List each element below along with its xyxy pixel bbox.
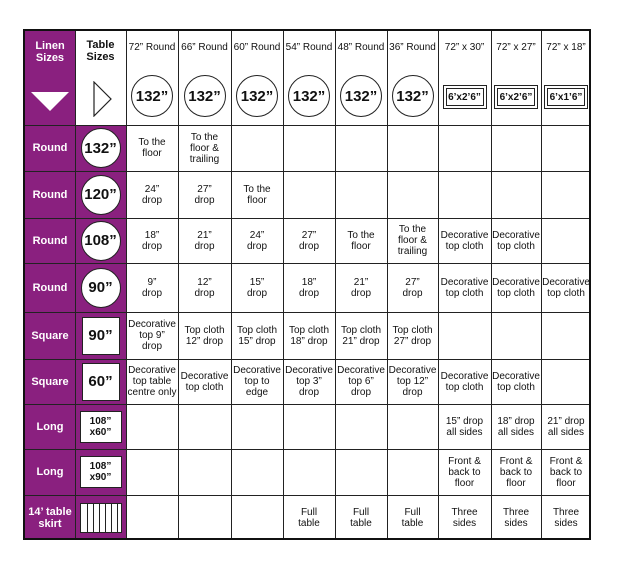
table-cell: To the floor & trailing [189,131,220,165]
table-cell: 24” drop [246,229,267,252]
table-cell: Decorative top 12” drop [388,365,437,398]
table-cell: Decorative top table centre only [127,365,177,398]
table-cell: 27” drop [298,229,319,252]
linen-sizes-label: Linen Sizes [35,40,65,64]
column-header-label: 72” x 30” [444,42,485,53]
row-shape-label: 14’ table skirt [28,505,72,530]
row-shape-label: Round [32,142,68,154]
table-cell: Front & back to floor [549,455,583,489]
table-cell: Front & back to floor [499,455,533,489]
table-cell: Top cloth 18” drop [288,324,330,347]
skirt-pleat-line [105,504,106,532]
table-cell: Three sides [502,506,530,529]
table-cell: 15” drop all sides [445,415,484,438]
table-cell: Decorative top cloth [440,370,489,393]
table-cell: Three sides [451,506,478,529]
row-divider [25,125,589,126]
table-cell: Decorative top cloth [180,370,229,393]
table-size-circle: 132” [236,75,278,117]
table-cell: Front & back to floor [448,455,481,489]
table-cell: 12” drop [194,276,215,299]
skirt-pleat-line [99,504,100,532]
linen-size-circle: 90” [81,268,121,308]
table-cell: Decorative top cloth [492,370,540,393]
table-size-rect-inner-border [446,88,484,106]
table-size-circle: 132” [131,75,173,117]
table-skirt-icon [80,503,122,533]
column-header-label: 72” Round [128,42,176,53]
table-cell: 9” drop [141,276,162,299]
table-cell: Decorative top to edge [233,365,281,398]
row-shape-label: Long [36,420,64,433]
linen-size-square: 90” [82,317,120,355]
table-cell: 21” drop [350,276,371,299]
table-cell: Decorative top cloth [542,276,590,299]
linen-size-circle: 120” [81,175,121,215]
table-cell: Full table [401,506,424,529]
table-cell: Top cloth 12” drop [184,324,225,347]
table-size-rect: 6’x1’6” [544,85,588,109]
table-cell: 21” drop [194,229,215,252]
table-cell: Decorative top 9” drop [128,319,176,352]
column-header-label: 72” x 18” [546,42,586,53]
table-cell: Decorative top 6” drop [337,365,385,398]
column-header-label: 48” Round [337,42,385,53]
table-size-rect: 6’x2’6” [443,85,487,109]
table-cell: 18” drop all sides [497,415,535,438]
table-cell: 18” drop [141,229,162,252]
column-header-label: 66” Round [181,42,228,53]
row-shape-label: Square [31,329,69,342]
table-cell: 21” drop all sides [547,415,585,438]
table-cell: Decorative top 3” drop [285,365,333,398]
linen-size-circle: 132” [81,128,121,168]
table-cell: Top cloth 15” drop [236,324,278,347]
table-cell: To the floor [243,183,271,206]
table-cell: Full table [350,506,372,529]
table-size-circle: 132” [288,75,330,117]
table-cell: Top cloth 27” drop [392,324,433,347]
column-header-label: 60” Round [233,42,281,53]
table-cell: 18” drop [298,276,319,299]
column-divider [75,31,76,538]
table-size-circle: 132” [392,75,434,117]
down-triangle-icon [31,92,69,112]
table-size-circle: 132” [184,75,226,117]
column-header-label: 72” x 27” [496,42,536,53]
skirt-pleat-line [111,504,112,532]
table-cell: 24” drop [141,183,162,206]
table-cell: Decorative top cloth [492,276,540,299]
linen-size-circle: 108” [81,221,121,261]
table-cell: To the floor & trailing [397,224,428,257]
table-size-rect-inner-border [497,88,535,106]
table-cell: Top cloth 21” drop [340,324,382,347]
skirt-pleat-line [93,504,94,532]
linen-size-rect: 108” x60” [80,411,122,443]
row-shape-label: Square [31,375,69,388]
skirt-pleat-line [87,504,88,532]
linen-size-chart [23,29,591,540]
table-cell: Decorative top cloth [440,229,489,252]
row-divider [25,171,589,172]
row-shape-label: Round [32,188,68,201]
table-cell: 15” drop [246,276,267,299]
skirt-pleat-line [117,504,118,532]
table-cell: Decorative top cloth [440,276,489,299]
column-header-label: 36” Round [389,42,436,53]
table-size-rect-inner-border [547,88,585,106]
table-cell: Three sides [552,506,580,529]
row-shape-label: Round [32,234,68,247]
table-cell: 27” drop [194,183,215,206]
column-header-label: 54” Round [285,42,333,53]
table-size-circle: 132” [340,75,382,117]
table-cell: Decorative top cloth [492,229,540,252]
linen-size-rect: 108” x90” [80,456,122,488]
right-triangle-icon [93,81,113,117]
row-shape-label: Long [36,466,64,478]
linen-size-square: 60” [82,363,120,401]
table-cell: To the floor [138,137,166,159]
table-cell: 27” drop [402,276,423,299]
table-sizes-label: Table Sizes [86,39,115,63]
table-size-rect: 6’x2’6” [494,85,538,109]
table-cell: To the floor [347,229,375,252]
table-cell: Full table [298,506,320,529]
row-shape-label: Round [32,281,68,294]
